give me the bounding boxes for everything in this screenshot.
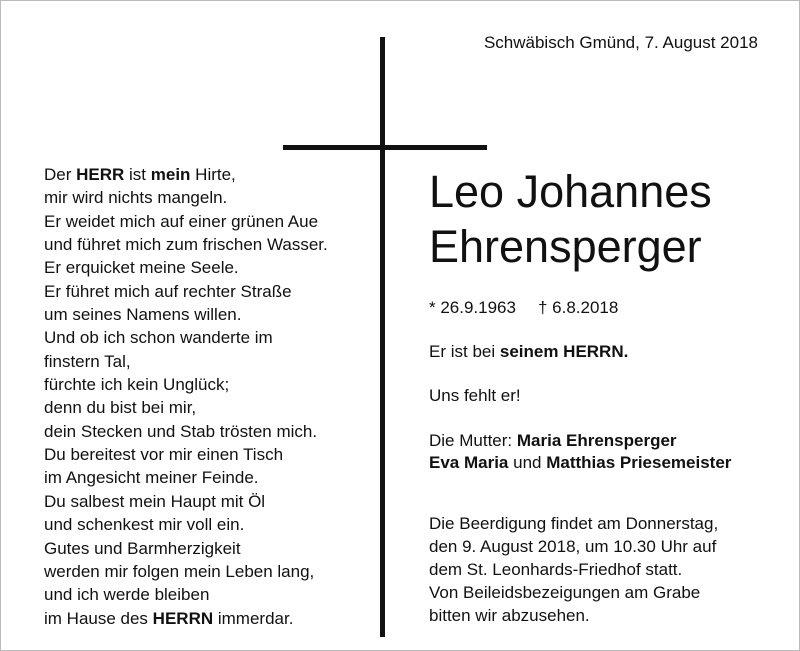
- psalm-line: Er weidet mich auf einer grünen Aue: [44, 211, 319, 231]
- cross-icon: [380, 37, 385, 637]
- psalm-line: und führet mich zum frischen Wasser.: [44, 235, 328, 255]
- psalm-emphasis: HERRN: [152, 608, 214, 628]
- psalm-line: im Angesicht meiner Feinde.: [44, 468, 259, 488]
- death-date: † 6.8.2018: [537, 298, 619, 317]
- psalm-line: Du salbest mein Haupt mit Öl: [44, 491, 266, 511]
- psalm-line: und ich werde bleiben: [44, 585, 210, 605]
- funeral-details: [429, 512, 718, 627]
- faith-statement: Er ist bei seinem HERRN.: [429, 342, 629, 361]
- psalm-line: Du bereitest vor mir einen Tisch: [44, 445, 284, 465]
- psalm-line: denn du bist bei mir,: [44, 398, 197, 418]
- birth-date: * 26.9.1963: [429, 298, 516, 317]
- psalm-line: Der HERR ist mein Hirte,: [44, 165, 236, 184]
- funeral-line: Von Beileidsbezeigungen am Grabe: [429, 583, 701, 602]
- psalm-line: im Hause des HERRN immerdar.: [44, 608, 294, 628]
- deceased-name: [429, 164, 712, 274]
- funeral-line: dem St. Leonhards-Friedhof statt.: [429, 560, 683, 579]
- psalm-line: dein Stecken und Stab trösten mich.: [44, 421, 318, 441]
- deceased-surname: Ehrensperger: [429, 221, 702, 272]
- psalm-line: fürchte ich kein Unglück;: [44, 375, 230, 395]
- deceased-first-names: Leo Johannes: [429, 166, 712, 217]
- psalm-emphasis: mein: [150, 165, 191, 184]
- place-and-date: Schwäbisch Gmünd, 7. August 2018: [483, 33, 758, 52]
- psalm-line: und schenkest mir voll ein.: [44, 515, 245, 535]
- mourner-line: Eva Maria und Matthias Priesemeister: [429, 453, 732, 472]
- psalm-line: finstern Tal,: [44, 351, 131, 371]
- psalm-emphasis: HERR: [76, 165, 125, 184]
- funeral-line: bitten wir abzusehen.: [429, 606, 590, 625]
- psalm-line: mir wird nichts mangeln.: [44, 188, 228, 208]
- psalm-line: werden mir folgen mein Leben lang,: [44, 561, 315, 581]
- missing-statement: Uns fehlt er!: [429, 386, 521, 405]
- funeral-line: den 9. August 2018, um 10.30 Uhr auf: [429, 537, 717, 556]
- psalm-line: Und ob ich schon wanderte im: [44, 328, 273, 348]
- psalm-text: [44, 163, 369, 630]
- psalm-line: Gutes und Barmherzigkeit: [44, 538, 241, 558]
- mourners: [429, 430, 731, 474]
- funeral-line: Die Beerdigung findet am Donnerstag,: [429, 514, 719, 533]
- life-dates: [429, 297, 618, 319]
- cross-icon-crossbar: [283, 145, 487, 150]
- psalm-line: Er erquicket meine Seele.: [44, 258, 239, 278]
- psalm-line: Er führet mich auf rechter Straße: [44, 281, 292, 301]
- psalm-line: um seines Namens willen.: [44, 305, 242, 325]
- mourner-line: Die Mutter: Maria Ehrensperger: [429, 431, 677, 450]
